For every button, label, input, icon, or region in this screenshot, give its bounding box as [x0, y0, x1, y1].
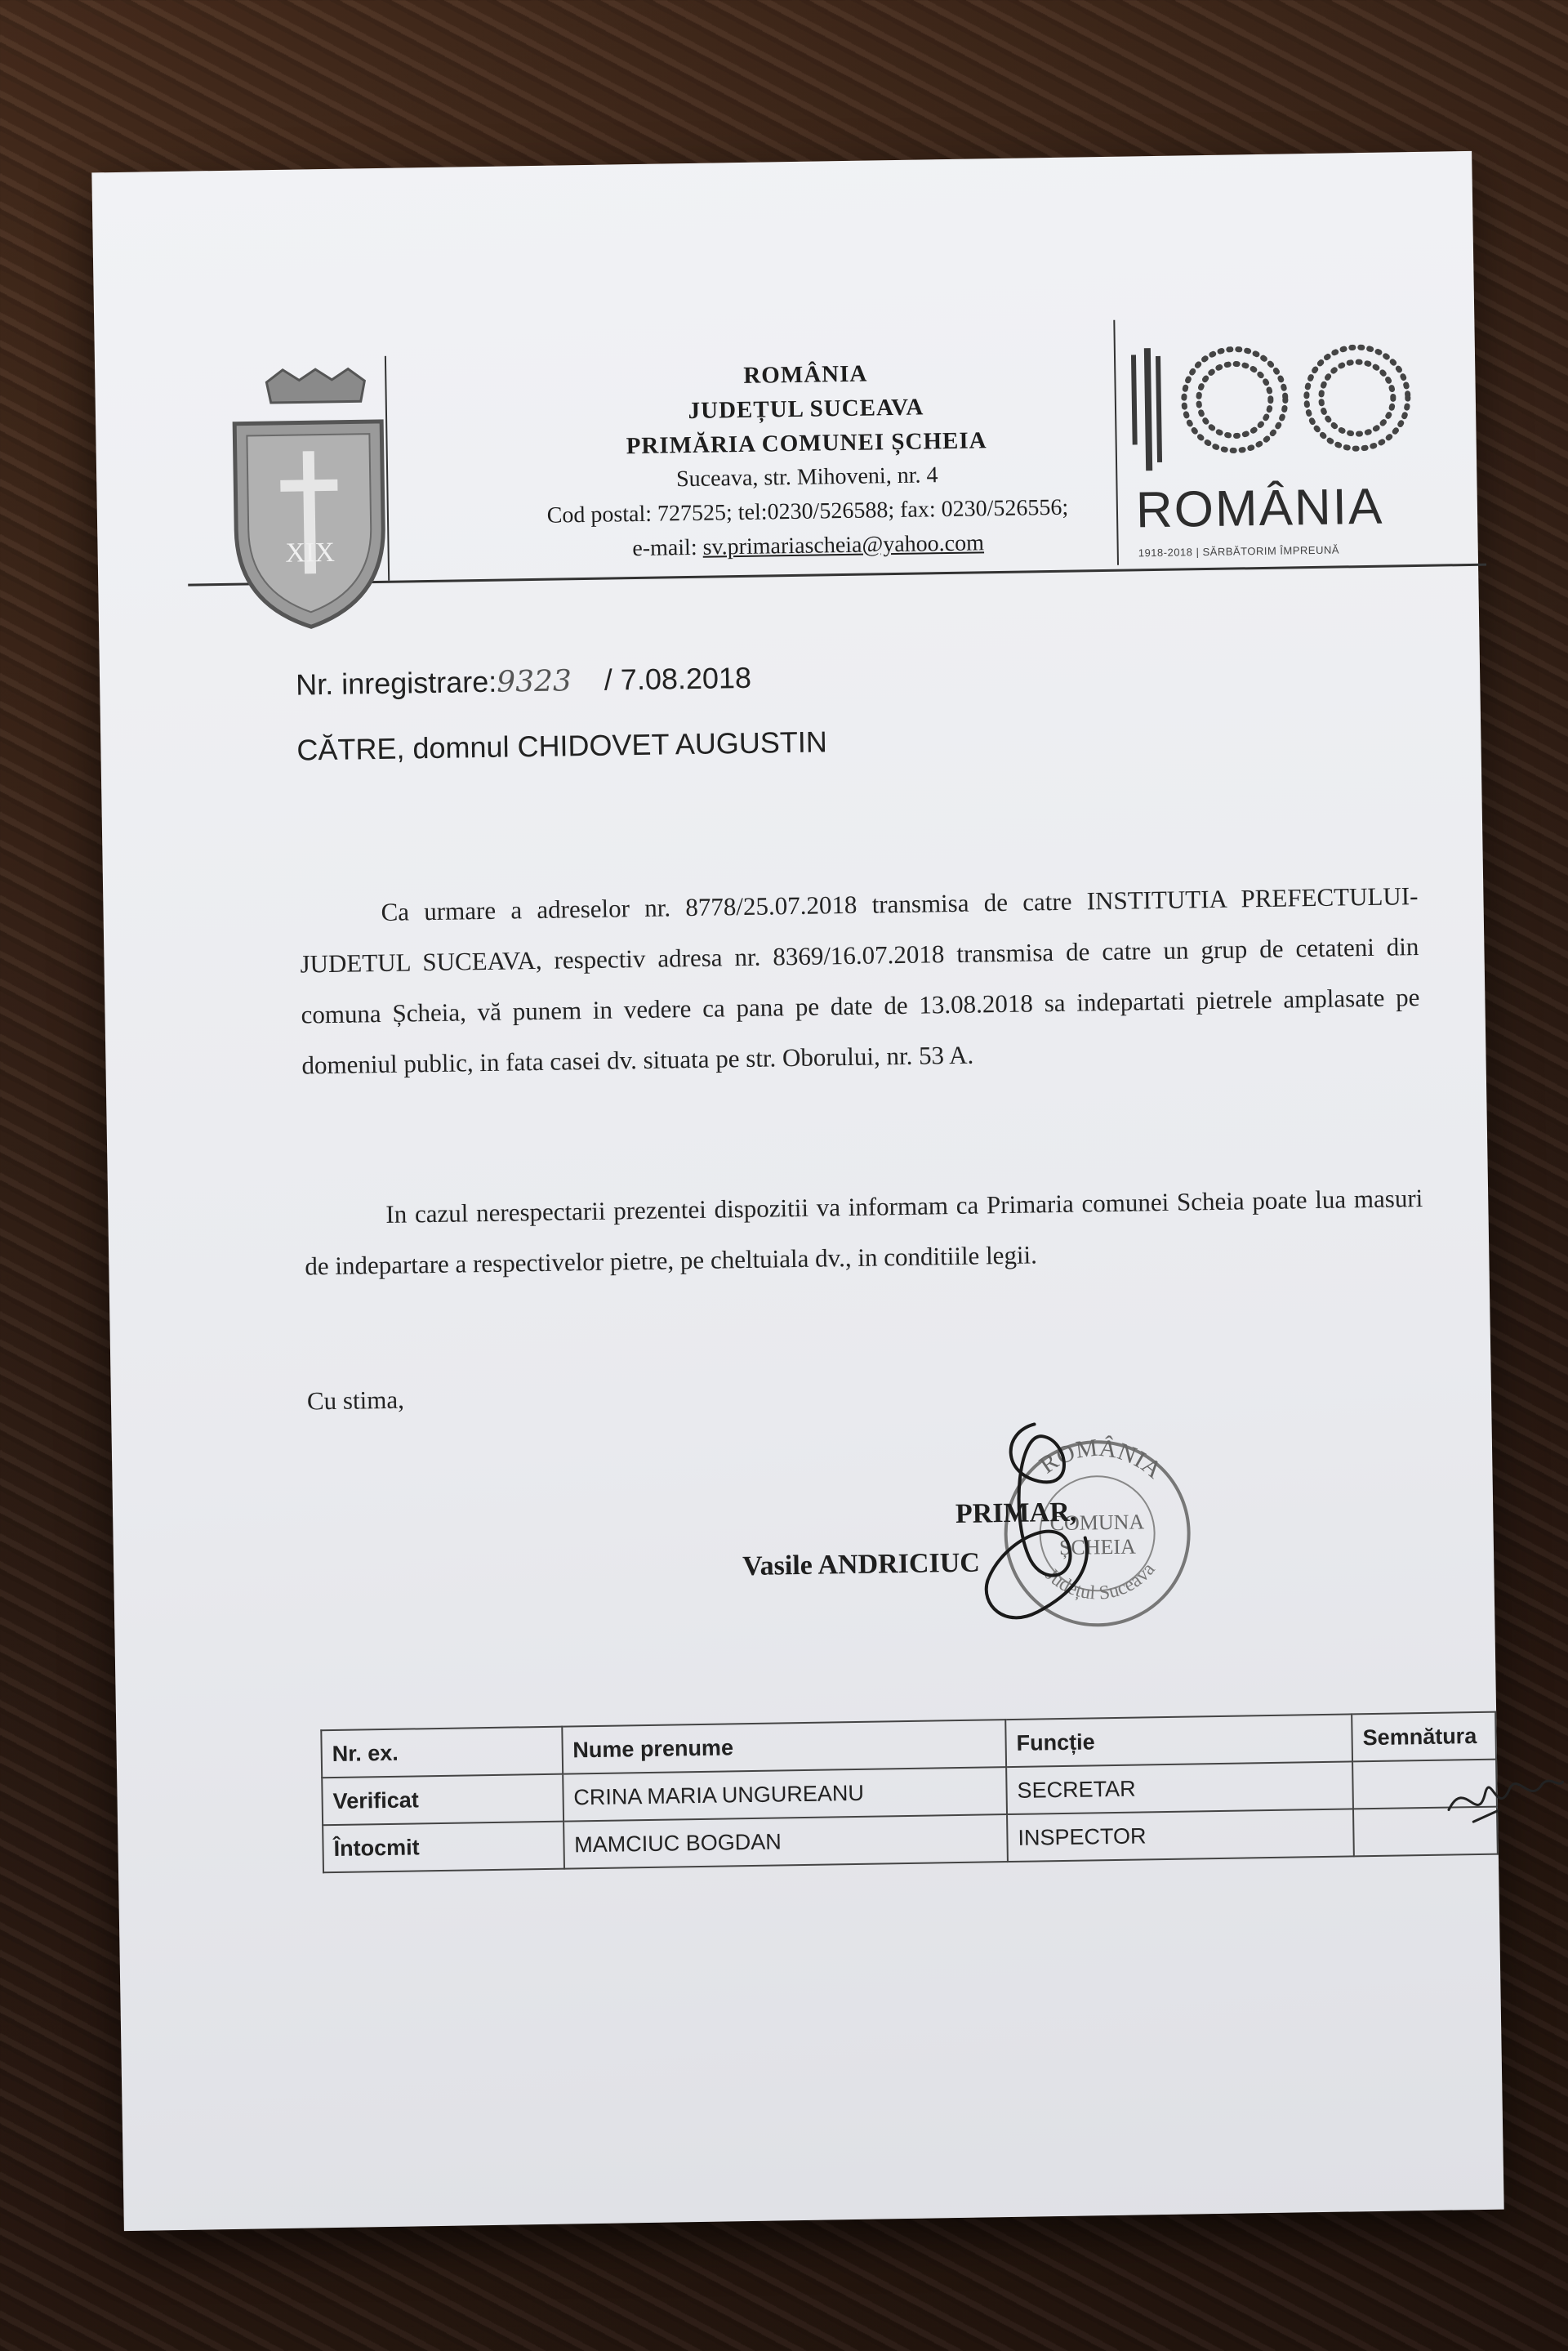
table-header-cell: Semnătura — [1352, 1712, 1496, 1762]
stamp-mid2: ȘCHEIA — [1058, 1534, 1137, 1560]
table-header-cell: Funcție — [1005, 1714, 1352, 1767]
header-contact: Cod postal: 727525; tel:0230/526588; fax: 0230/526556; — [546, 494, 1069, 529]
table-cell: CRINA MARIA UNGUREANU — [563, 1767, 1007, 1822]
stamp-mid1: COMUNA — [1049, 1510, 1145, 1536]
registration-date: / 7.08.2018 — [604, 660, 752, 697]
handwritten-signature-icon — [969, 1415, 1111, 1638]
closing-line: Cu stima, — [306, 1385, 405, 1416]
document-page — [91, 151, 1503, 2231]
header-country: ROMÂNIA — [743, 360, 868, 389]
body-paragraph-2: In cazul nerespectarii prezentei dispozitii va informam ca Primaria comunei Scheia poate lua masuri de indepartare a respectivelor pietre, pe cheltuiala dv., in conditiile legii. — [305, 1183, 1423, 1281]
table-cell: Verificat — [322, 1774, 564, 1826]
registration-label: Nr. inregistrare: — [295, 664, 497, 702]
table-cell: INSPECTOR — [1007, 1809, 1354, 1862]
logo-romania-text: ROMÂNIA — [1135, 478, 1384, 539]
body-paragraph-1: Ca urmare a adreselor nr. 8778/25.07.2018 transmisa de catre INSTITUTIA PREFECTULUI-JUDETUL SUCEAVA, respectiv adresa nr. 8369/16.07.2018 transmisa de catre un grup de cetateni din comuna Șcheia, vă punem in vedere ca pana pe date de 13.08.2018 sa indepartati pietrele amplasate pe domeniul public, in fata casei dv. situata pe str. Oborului, nr. 53 A. — [300, 881, 1420, 1080]
header-institution: PRIMĂRIA COMUNEI ȘCHEIA — [626, 427, 987, 460]
email-link[interactable]: sv.primariascheia@yahoo.com — [702, 530, 985, 560]
stamp-top-text: ROMÂNIA — [1034, 1434, 1168, 1484]
logo-subtext: 1918-2018 | SĂRBĂTORIM ÎMPREUNĂ — [1138, 543, 1340, 560]
header-county: JUDEȚUL SUCEAVA — [688, 394, 924, 424]
table-signature-icon — [1440, 1759, 1568, 1835]
logo-number: 100 — [1119, 332, 1121, 333]
table-cell: MAMCIUC BOGDAN — [564, 1814, 1008, 1869]
registration-line — [296, 661, 751, 703]
table-cell: SECRETAR — [1006, 1761, 1353, 1814]
stamp-bottom-text: Județul Suceava — [1040, 1559, 1160, 1604]
signatory-title: PRIMAR, — [955, 1497, 1077, 1530]
registration-number: 9323 — [496, 664, 572, 699]
signatory-name: Vasile ANDRICIUC — [742, 1547, 981, 1582]
table-header-cell: Nr. ex. — [321, 1727, 563, 1778]
institution-header — [430, 352, 1184, 569]
addressee-line: CĂTRE, domnul CHIDOVET AUGUSTIN — [296, 725, 828, 767]
header-address: Suceava, str. Mihoveni, nr. 4 — [675, 462, 938, 493]
email-label: e-mail: — [632, 534, 703, 562]
coat-of-arms-icon — [209, 364, 409, 636]
crest-letters: XIX — [285, 537, 336, 569]
romania-100-logo-icon — [1120, 327, 1450, 577]
approval-table — [320, 1711, 1499, 1874]
table-header-cell: Nume prenume — [562, 1720, 1006, 1774]
table-cell: Întocmit — [323, 1822, 564, 1873]
